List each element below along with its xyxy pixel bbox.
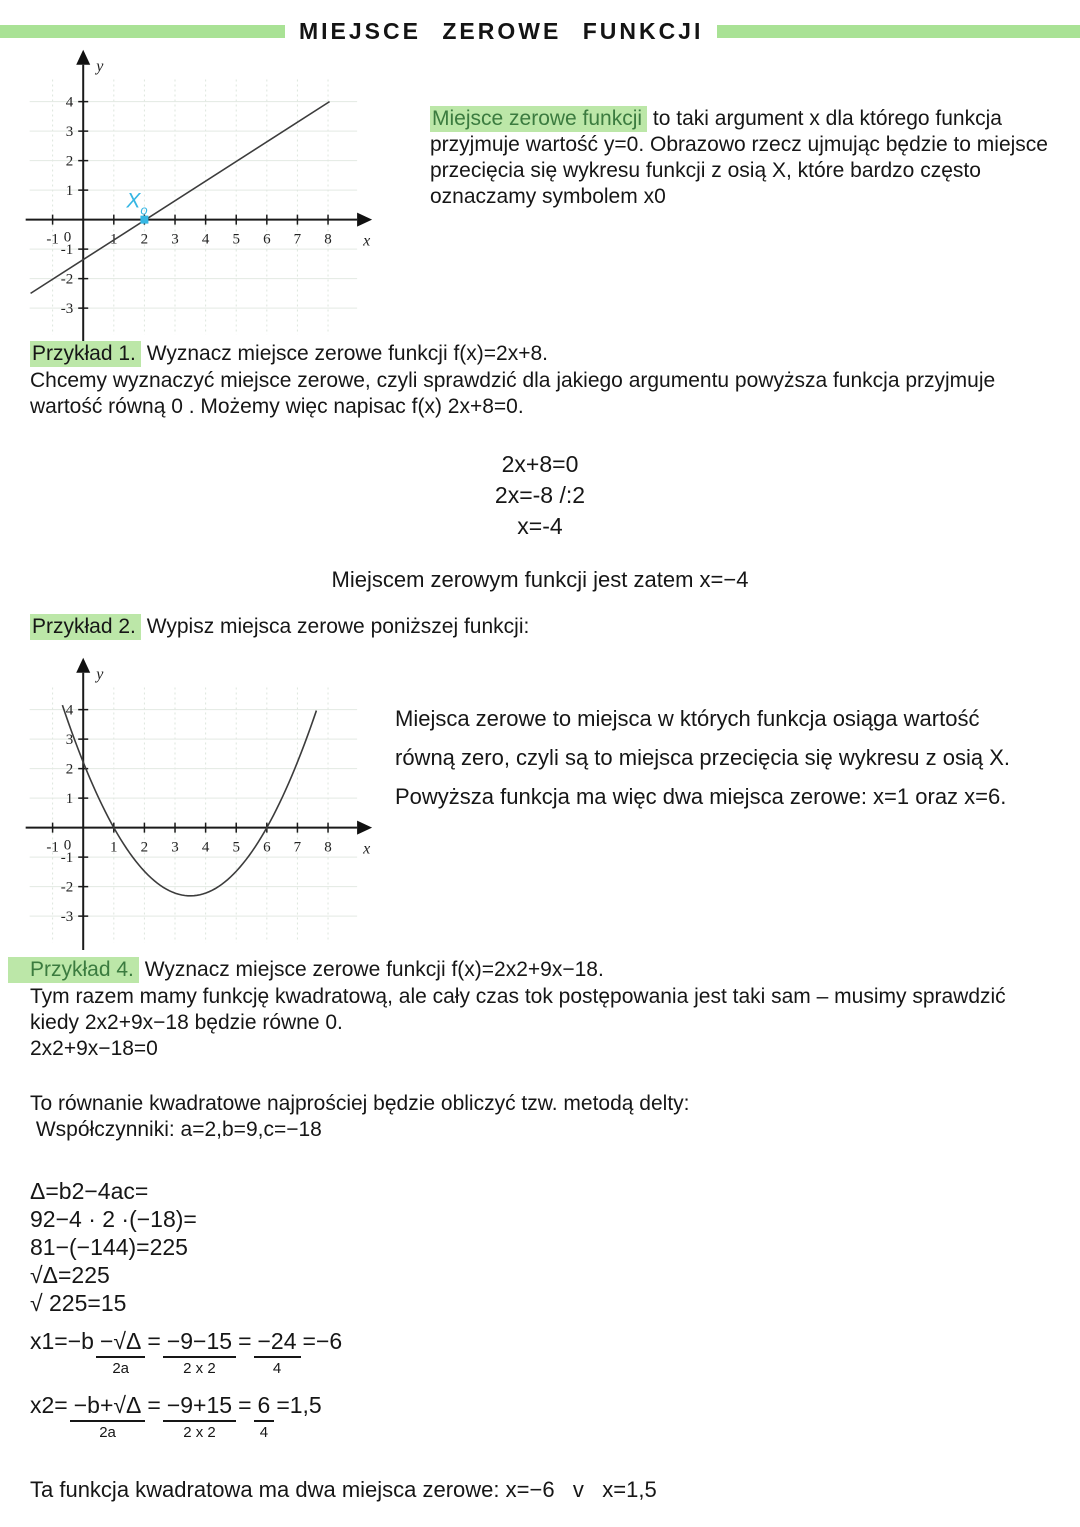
svg-text:6: 6 [263, 231, 271, 248]
svg-text:8: 8 [324, 231, 332, 248]
svg-text:-1: -1 [60, 242, 74, 259]
svg-text:-2: -2 [60, 879, 74, 896]
svg-text:-1: -1 [46, 231, 59, 248]
intro-paragraph [430, 106, 1050, 210]
svg-text:y: y [96, 665, 104, 683]
svg-text:-1: -1 [46, 839, 59, 856]
example4-method: To równanie kwadratowe najprościej będzie obliczyć tzw. metodą delty: [30, 1092, 690, 1115]
svg-text:4: 4 [201, 839, 210, 856]
svg-text:y: y [96, 57, 104, 75]
svg-text:7: 7 [293, 231, 302, 248]
example1-steps [0, 449, 1080, 542]
x1-prefix: x1=−b [30, 1328, 94, 1354]
svg-text:x: x [363, 840, 371, 858]
svg-text:-3: -3 [60, 909, 74, 926]
svg-text:3: 3 [65, 124, 74, 141]
x2-fraction-2: $\frac{-9+15}{2 x 2}$ [163, 1392, 236, 1441]
svg-text:2: 2 [140, 839, 149, 856]
svg-text:4: 4 [65, 94, 74, 111]
example4-label: Przykład 4. [8, 957, 139, 983]
delta-line: √ 225=15 [30, 1290, 127, 1316]
example4-body: Tym razem mamy funkcję kwadratową, ale cały czas tok postępowania jest taki sam – musimy sprawdzić kiedy 2x2+9x−18 będzie równe 0. [30, 985, 1006, 1034]
svg-text:0: 0 [63, 837, 72, 854]
svg-text:2: 2 [65, 761, 74, 778]
example1-body: Chcemy wyznaczyć miejsce zerowe, czyli sprawdzić dla jakiego argumentu powyższa funkcja przyjmuje wartość równą 0 . Możemy więc napisac f(x) 2x+8=0. [30, 369, 996, 418]
header-green-bar-left [0, 25, 285, 38]
svg-text:-1: -1 [60, 850, 74, 867]
example4-title: Wyznacz miejsce zerowe funkcji f(x)=2x2+9x−18. [138, 958, 604, 981]
svg-text:4: 4 [201, 231, 210, 248]
svg-text:5: 5 [232, 231, 240, 248]
svg-text:1: 1 [110, 231, 118, 248]
equals-sign: = [238, 1328, 252, 1354]
header-green-bar-right [717, 25, 1080, 38]
svg-text:3: 3 [171, 839, 179, 856]
equals-sign: = [147, 1328, 161, 1354]
example2-body: Miejsca zerowe to miejsca w których funkcja osiąga wartość równą zero, czyli są to miejsca przecięcia się wykresu z osią X. Powyższa funkcja ma więc dwa miejsca zerowe: x=1 oraz x=6. [395, 706, 1010, 809]
equation-line: x=-4 [517, 513, 563, 539]
svg-text:5: 5 [232, 839, 240, 856]
example2-label: Przykład 2. [30, 614, 141, 640]
delta-line: Δ=b2−4ac= [30, 1178, 149, 1204]
delta-line: 92−4 · 2 ·(−18)= [30, 1206, 197, 1232]
delta-line: √Δ=225 [30, 1262, 110, 1288]
example1-conclusion: Miejscem zerowym funkcji jest zatem x=−4 [331, 567, 749, 592]
delta-calculation [30, 1177, 197, 1317]
equation-line: 2x=-8 /:2 [494, 482, 586, 508]
linear-function-graph [22, 50, 377, 345]
equation-line: 2x+8=0 [501, 451, 579, 477]
svg-text:6: 6 [263, 839, 271, 856]
x1-fraction-2: $\frac{-9-15}{2 x 2}$ [163, 1328, 236, 1377]
svg-text:4: 4 [65, 702, 74, 719]
svg-text:2: 2 [140, 231, 149, 248]
x1-result: =−6 [302, 1328, 343, 1354]
equals-sign: = [238, 1392, 252, 1418]
svg-text:-3: -3 [60, 301, 74, 318]
svg-text:2: 2 [65, 153, 74, 170]
svg-text:0: 0 [63, 229, 72, 246]
intro-highlighted-term: Miejsce zerowe funkcji [430, 106, 647, 132]
svg-text:7: 7 [293, 839, 302, 856]
svg-text:8: 8 [324, 839, 332, 856]
intro-text: to taki argument x dla którego funkcja przyjmuje wartość y=0. Obrazowo rzecz ujmując będzie to miejsce przecięcia się wykresu funkcji z osią X, które bardzo często oznaczamy symbolem x0 [430, 107, 1048, 208]
parabola-graph [22, 658, 377, 953]
page-title: MIEJSCE ZEROWE FUNKCJI [299, 18, 704, 44]
example1-title: Wyznacz miejsce zerowe funkcji f(x)=2x+8. [140, 342, 548, 365]
svg-text:x: x [363, 232, 371, 250]
svg-text:1: 1 [65, 791, 74, 808]
svg-text:-2: -2 [60, 271, 74, 288]
example4-equation: 2x2+9x−18=0 [30, 1037, 158, 1060]
example4-conclusion: Ta funkcja kwadratowa ma dwa miejsca zerowe: x=−6 v x=1,5 [30, 1477, 657, 1502]
x1-solution-row [30, 1328, 342, 1377]
svg-text:3: 3 [171, 231, 179, 248]
x2-solution-row [30, 1392, 322, 1441]
equals-sign: = [147, 1392, 161, 1418]
example2-heading [30, 614, 1050, 640]
example1-label: Przykład 1. [30, 341, 141, 367]
x2-result: =1,5 [276, 1392, 322, 1418]
x1-fraction-1: $\frac{-√\Delta}{2a}$ [96, 1328, 145, 1377]
x2-prefix: x2= [30, 1392, 68, 1418]
svg-text:1: 1 [110, 839, 118, 856]
x2-fraction-3: $\frac{6}{4}$ [254, 1392, 275, 1441]
delta-line: 81−(−144)=225 [30, 1234, 188, 1260]
example4-heading [8, 957, 1048, 983]
x1-fraction-3: $\frac{-24}{4}$ [254, 1328, 301, 1377]
example2-title: Wypisz miejsca zerowe poniższej funkcji: [140, 615, 530, 638]
svg-text:Xo: $X_o$ [126, 189, 148, 218]
x2-fraction-1: $\frac{-b+√\Delta}{2a}$ [70, 1392, 146, 1441]
svg-text:3: 3 [65, 732, 74, 749]
page-header [0, 18, 1080, 45]
example1-heading [30, 341, 1050, 367]
svg-text:1: 1 [65, 183, 74, 200]
example4-coefficients: Współczynniki: a=2,b=9,c=−18 [30, 1118, 322, 1141]
